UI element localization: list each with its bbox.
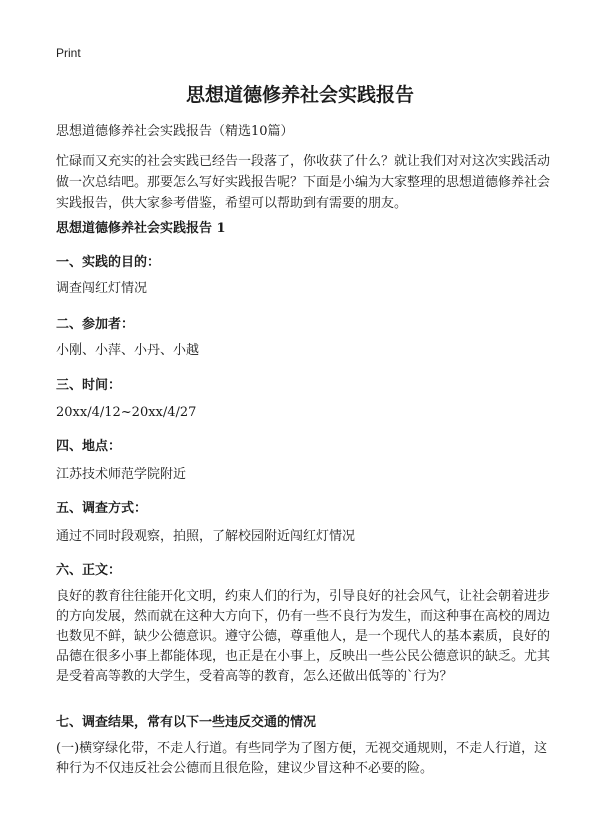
participants-text: 小刚、小萍、小丹、小越	[56, 343, 200, 358]
main-text-paragraph: 良好的教育往往能开化文明，约束人们的行为，引导良好的社会风气，让社会朝着进步的方向发展，然而就在这种大方向下，仍有一些不良行为发生，而这种事在高校的周边也数见不鲜，缺少公德意识。遵守公德，尊重他人，是一个现代人的基本素质，良好的品德在很多小事上都能体现，也正是在小事上，反映出一些公民公德意识的缺乏。尤其是受着高等教的大学生，受着高等的教育，怎么还做出低等的`行为？	[56, 589, 551, 684]
place-text: 江苏技术师范学院附近	[56, 467, 187, 482]
place-heading: 四、地点：	[56, 439, 122, 454]
results-paragraph: (一)横穿绿化带，不走人行道。有些同学为了图方便，无视交通规则，不走人行道，这种行为不仅违反社会公德而且很危险，建议少冒这种不必要的险。	[56, 741, 548, 776]
method-text: 通过不同时段观察，拍照，了解校园附近闯红灯情况	[56, 529, 356, 544]
participants-heading: 二、参加者：	[56, 317, 135, 332]
document-subtitle: 思想道德修养社会实践报告（精选10篇）	[56, 124, 294, 139]
time-heading: 三、时间：	[56, 378, 122, 393]
main-text-heading: 六、正文：	[56, 563, 122, 578]
time-text: 20xx/4/12~20xx/4/27	[56, 405, 197, 420]
method-heading: 五、调查方式：	[56, 501, 148, 516]
intro-paragraph: 忙碌而又充实的社会实践已经告一段落了，你收获了什么？就让我们对对这次实践活动做一次总结吧。那要怎么写好实践报告呢？下面是小编为大家整理的思想道德修养社会实践报告，供大家参考借鉴，希望可以帮助到有需要的朋友。	[56, 154, 551, 211]
print-link[interactable]: Print	[56, 46, 81, 60]
page-title: 思想道德修养社会实践报告	[185, 84, 414, 106]
report-heading: 思想道德修养社会实践报告 1	[56, 221, 226, 236]
purpose-text: 调查闯红灯情况	[56, 281, 148, 296]
purpose-heading: 一、实践的目的：	[56, 255, 161, 270]
results-heading: 七、调查结果，常有以下一些违反交通的情况	[56, 715, 317, 730]
